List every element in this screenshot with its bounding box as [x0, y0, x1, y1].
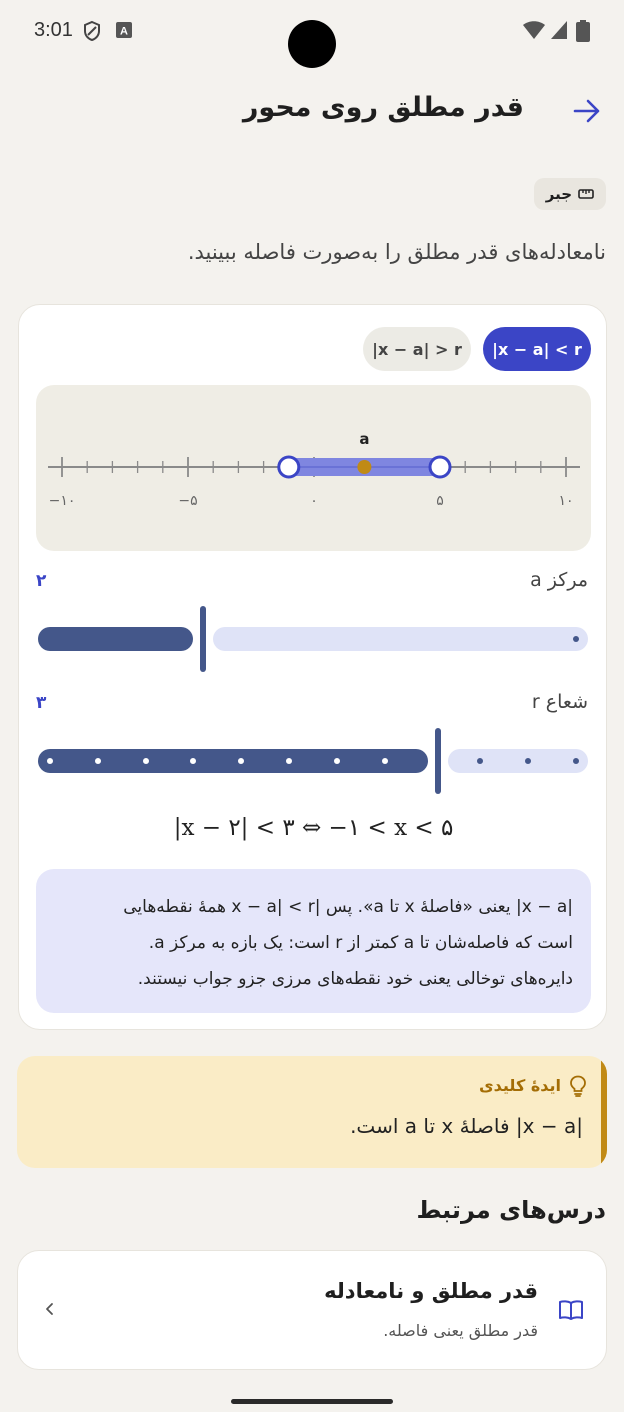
signal-icon: [550, 20, 568, 40]
battery-icon: [576, 20, 590, 42]
lightbulb-icon: [569, 1075, 587, 1097]
book-icon: [558, 1299, 584, 1321]
slider-step-dot: [47, 758, 53, 764]
explanation-line: است که فاصله‌شان تا a کمتر از r است: یک بازه به مرکز a.: [148, 933, 573, 953]
chip-label: جبر: [545, 185, 572, 203]
status-bar: [0, 0, 624, 62]
interactive-card: [18, 304, 607, 1030]
chevron-left-icon: [44, 1301, 56, 1317]
center-point: [357, 460, 371, 474]
slider-track-remaining: [213, 627, 588, 651]
slider-thumb[interactable]: [200, 606, 206, 672]
related-lessons-heading: درس‌های مرتبط: [416, 1196, 606, 1224]
key-idea-text: |x − a| فاصلهٔ x تا a است.: [350, 1114, 583, 1138]
center-slider-value: ۲: [36, 571, 47, 591]
page-subtitle: نامعادله‌های قدر مطلق را به‌صورت فاصله ببینید.: [187, 240, 606, 264]
related-lesson-subtitle: قدر مطلق یعنی فاصله.: [383, 1321, 538, 1340]
open-endpoint: [430, 457, 450, 477]
slider-step-dot: [143, 758, 149, 764]
tick-label: ۱۰: [558, 493, 574, 509]
arrow-right-icon: [573, 98, 601, 124]
keyboard-a-icon: [116, 22, 132, 38]
slider-step-dot: [573, 758, 579, 764]
key-idea-card: [17, 1056, 607, 1168]
explanation-line: دایره‌های توخالی یعنی خود نقطه‌های مرزی جزو جواب نیستند.: [137, 969, 573, 989]
radius-slider[interactable]: [38, 727, 588, 797]
tick-label: −۱۰: [48, 493, 76, 509]
key-idea-title: ایدهٔ کلیدی: [478, 1076, 561, 1095]
open-endpoint: [279, 457, 299, 477]
tick-label: ۵: [436, 493, 444, 509]
page-title: قدر مطلق روی محور: [242, 92, 524, 123]
back-button[interactable]: [570, 94, 604, 128]
tick-label: −۵: [178, 493, 198, 509]
center-slider-label: مرکز a: [530, 569, 588, 591]
number-line-panel: [36, 385, 591, 551]
slider-track-filled: [38, 627, 193, 651]
shield-icon: [82, 20, 102, 42]
equation-text: |x − ۲| < ۳ ⇔ −۱ < x < ۵: [173, 815, 454, 841]
category-chip: [534, 178, 606, 210]
mode-less-than-button[interactable]: |x − a| < r: [483, 327, 591, 371]
home-indicator: [231, 1399, 393, 1404]
status-time: 3:01: [34, 19, 73, 41]
radius-slider-label: شعاع r: [531, 691, 588, 713]
number-line: [36, 385, 591, 551]
slider-thumb[interactable]: [435, 728, 441, 794]
mode-greater-than-button[interactable]: |x − a| > r: [363, 327, 471, 371]
slider-step-dot: [573, 636, 579, 642]
slider-step-dot: [334, 758, 340, 764]
center-label: a: [359, 430, 370, 448]
center-slider[interactable]: [38, 605, 588, 675]
app-header: [0, 80, 624, 142]
ruler-icon: [578, 188, 594, 200]
wifi-icon: [522, 20, 546, 40]
radius-slider-value: ۳: [36, 693, 47, 713]
camera-cutout: [288, 20, 336, 68]
explanation-box: [36, 869, 591, 1013]
slider-track-remaining: [448, 749, 588, 773]
slider-step-dot: [382, 758, 388, 764]
explanation-line: |x − a| یعنی «فاصلهٔ x تا a». پس |x − a| < r همهٔ نقطه‌هایی: [123, 897, 573, 917]
tick-label: ۰: [310, 493, 318, 509]
slider-step-dot: [95, 758, 101, 764]
related-lesson-item[interactable]: [17, 1250, 607, 1370]
key-idea-accent-bar: [601, 1056, 607, 1168]
svg-text:A: A: [120, 25, 128, 38]
related-lesson-title: قدر مطلق و نامعادله: [324, 1279, 538, 1303]
